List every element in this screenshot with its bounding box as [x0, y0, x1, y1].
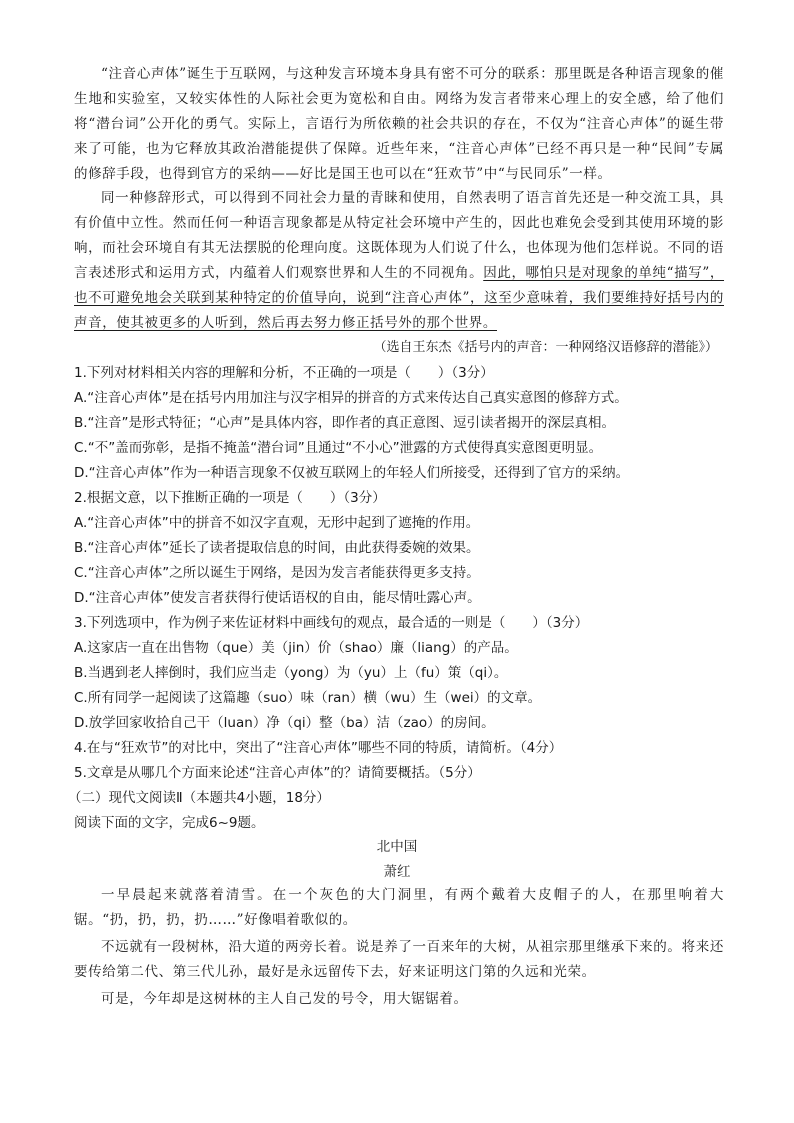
question-1-option-b: B.“注音”是形式特征；“心声”是具体内容，即作者的真正意图、逗引读者揭开的深层真相。 [74, 415, 616, 431]
question-2-stem: 2.根据文意，以下推断正确的一项是（ ）（3分） [74, 490, 386, 506]
underlined-sentence: 因此，哪怕只是对现象的单纯“描写”，也不可避免地会关联到某种特定的价值导向，说到“注音心声体”，这至少意味着，我们要维持好括号内的声音，使其被更多的人听到，然后再去努力修正括号外的那个世界。 [74, 265, 725, 331]
question-1-option-a: A.“注音心声体”是在括号内用加注与汉字相异的拼音的方式来传达自己真实意图的修辞方式。 [74, 390, 628, 406]
question-2-option-c: C.“注音心声体”之所以诞生于网络，是因为发言者能获得更多支持。 [74, 565, 480, 581]
passage-source: （选自王东杰《括号内的声音：一种网络汉语修辞的潜能》） [373, 340, 718, 355]
question-1-option-d: D.“注音心声体”作为一种语言现象不仅被互联网上的年轻人们所接受，还得到了官方的采纳。 [74, 465, 630, 481]
article-paragraph-2: 不远就有一段树林，沿大道的两旁长着。说是养了一百来年的大树，从祖宗那里继承下来的。将来还要传给第二代、第三代儿孙，最好是永远留传下去，好来证明这门第的久远和光荣。 [74, 939, 724, 980]
article-author: 萧红 [383, 864, 411, 880]
question-2-option-a: A.“注音心声体”中的拼音不如汉字直观，无形中起到了遮掩的作用。 [74, 515, 480, 531]
question-3-option-b: B.当遇到老人摔倒时，我们应当走（yong）为（yu）上（fu）策（qi）。 [74, 665, 508, 681]
question-3-option-c: C.所有同学一起阅读了这篇趣（suo）味（ran）横（wu）生（wei）的文章。 [74, 690, 542, 706]
section-2-instruction: 阅读下面的文字，完成6~9题。 [74, 815, 265, 831]
section-2-heading: （二）现代文阅读Ⅱ（本题共4小题，18分） [68, 790, 330, 806]
passage-paragraph-2 [74, 186, 724, 336]
question-3-option-a: A.这家店一直在出售物（que）美（jin）价（shao）廉（liang）的产品。 [74, 640, 518, 656]
article-paragraph-1: 一早晨起来就落着清雪。在一个灰色的大门洞里，有两个戴着大皮帽子的人，在那里响着大锯。“扔，扔，扔，扔……”好像唱着歌似的。 [74, 887, 724, 928]
question-2-option-b: B.“注音心声体”延长了读者提取信息的时间，由此获得委婉的效果。 [74, 540, 480, 556]
question-4: 4.在与“狂欢节”的对比中，突出了“注音心声体”哪些不同的特质，请简析。（4分） [74, 740, 563, 756]
question-5: 5.文章是从哪几个方面来论述“注音心声体”的？请简要概括。（5分） [74, 765, 481, 781]
question-2-option-d: D.“注音心声体”使发言者获得行使话语权的自由，能尽情吐露心声。 [74, 590, 481, 606]
article-title: 北中国 [376, 839, 418, 855]
question-1-stem: 1.下列对材料相关内容的理解和分析，不正确的一项是（ ）（3分） [74, 365, 494, 381]
article-paragraph-3: 可是，今年却是这树林的主人自己发的号令，用大锯锯着。 [101, 991, 468, 1007]
question-3-stem: 3.下列选项中，作为例子来佐证材料中画线句的观点，最合适的一则是（ ）（3分） [74, 615, 589, 631]
passage-paragraph-1: “注音心声体”诞生于互联网，与这种发言环境本身具有密不可分的联系：那里既是各种语言现象的催生地和实验室，又较实体性的人际社会更为宽松和自由。网络为发言者带来心理上的安全感，给了他们将“潜台词”公开化的勇气。实际上，言语行为所依赖的社会共识的存在，不仅为“注音心声体”的诞生带来了可能，也为它释放其政治潜能提供了保障。近些年来，“注音心声体”已经不再只是一种“民间”专属的修辞手段，也得到官方的采纳——好比是国王也可以在“狂欢节”中“与民同乐”一样。 [74, 66, 724, 182]
question-3-option-d: D.放学回家收拾自己干（luan）净（qi）整（ba）洁（zao）的房间。 [74, 715, 495, 731]
passage-paragraph-2-text: 同一种修辞形式，可以得到不同社会力量的青睐和使用，自然表明了语言首先还是一种交流工具，具有价值中立性。然而任何一种语言现象都是从特定社会环境中产生的，因此也难免会受到其使用环境的影响，而社会环境自有其无法摆脱的伦理向度。这既体现为人们说了什么，也体现为他们怎样说。不同的语言表述形式和运用方式，内蕴着人们观察世界和人生的不同视角。 [74, 190, 724, 281]
question-1-option-c: C.“不”盖而弥彰，是指不掩盖“潜台词”且通过“不小心”泄露的方式使得真实意图更明显。 [74, 440, 603, 456]
